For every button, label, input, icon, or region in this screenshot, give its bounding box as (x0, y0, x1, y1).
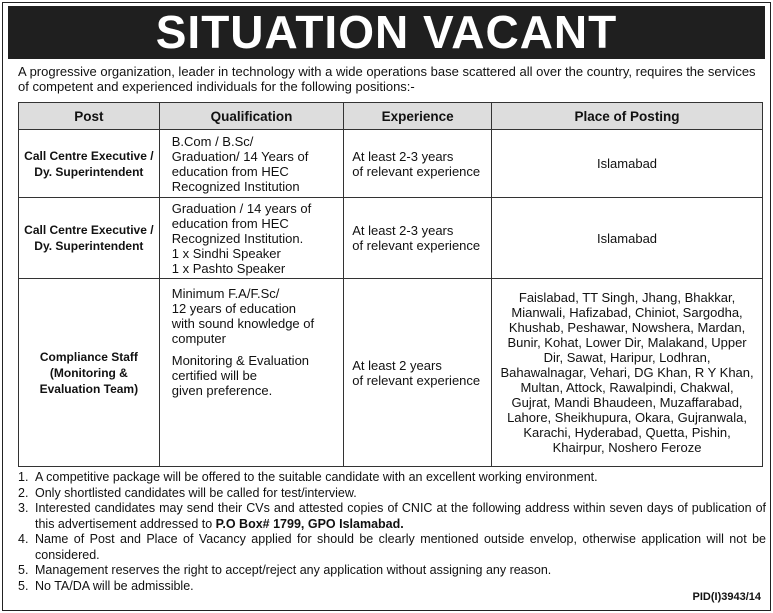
list-item (18, 532, 766, 563)
post-line: Dy. Superintendent (34, 164, 144, 179)
positions-table (18, 102, 763, 467)
place-line: Bahawalnagar, Vehari, DG Khan, R Y Khan, (500, 365, 754, 380)
place-line: Bunir, Kohat, Lower Dir, Malakand, Upper (507, 335, 747, 350)
cell-qualification (159, 130, 343, 198)
place-line: Mianwali, Hafizabad, Chiniot, Sargodha, (511, 305, 743, 320)
qualification-line: 1 x Sindhi Speaker (171, 245, 281, 261)
place-line: Multan, Attock, Rawalpindi, Chakwal, (520, 380, 734, 395)
qualification-line: given preference. (171, 383, 273, 398)
qualification-line: computer (171, 331, 226, 346)
qualification-line: Minimum F.A/F.Sc/ (171, 286, 280, 301)
list-item (18, 563, 766, 579)
place-line: Islamabad (597, 156, 658, 171)
cell-place (492, 130, 763, 198)
intro-text: A progressive organization, leader in technology with a wide operations base scattered all over the country, requires the services of competent and experienced individuals for the following positions:- (18, 64, 756, 94)
qualification-line: certified will be (171, 368, 257, 383)
place-line: Karachi, Hyderabad, Quetta, Pishin, (523, 425, 731, 440)
item-number: 5. (18, 563, 29, 577)
place-line: Dir, Sawat, Haripur, Lodhran, (543, 350, 711, 365)
item-number: 1. (18, 470, 29, 484)
qualification-line: Graduation/ 14 Years of (171, 148, 309, 164)
post-line: (Monitoring & (49, 365, 128, 380)
experience-line: At least 2-3 years (352, 148, 454, 164)
cell-experience (344, 198, 492, 279)
post-line: Dy. Superintendent (34, 239, 144, 253)
cell-post (19, 130, 160, 198)
item-text: Only shortlisted candidates will be called for test/interview. (35, 485, 357, 500)
experience-line: At least 2-3 years (352, 223, 454, 238)
experience-line: of relevant experience (352, 238, 481, 253)
pid-code: PID(I)3943/14 (692, 591, 761, 603)
experience-line: of relevant experience (352, 163, 481, 179)
place-line: Khushab, Peshawar, Nowshera, Mardan, (508, 320, 746, 335)
cell-place (492, 198, 763, 279)
list-item (18, 501, 766, 532)
qualification-line: education from HEC (171, 163, 289, 179)
item-text: A competitive package will be offered to the suitable candidate with an excellent working environment. (35, 470, 598, 484)
item-text: Name of Post and Place of Vacancy applied for should be clearly mentioned outside envelop, otherwise application will not be considered. (35, 532, 766, 562)
cell-post (19, 198, 160, 279)
list-item (18, 579, 766, 595)
cell-experience (344, 279, 492, 467)
experience-line: At least 2 years (352, 357, 442, 373)
qualification-line: with sound knowledge of (171, 316, 315, 331)
page-title: SITUATION VACANT (8, 6, 765, 59)
terms-list (18, 470, 766, 594)
cell-post (19, 279, 160, 467)
place-line: Khairpur, Noshero Feroze (552, 440, 702, 455)
list-item (18, 486, 766, 502)
place-line: Lahore, Sheikhupura, Okara, Gujranwala, (507, 410, 747, 425)
qualification-line: Monitoring & Evaluation (171, 353, 310, 368)
experience-line: of relevant experience (352, 372, 481, 388)
post-line: Compliance Staff (39, 349, 138, 364)
item-text: Management reserves the right to accept/reject any application without assigning any reason. (35, 563, 552, 577)
cell-place (492, 279, 763, 467)
item-number: 3. (18, 501, 29, 515)
qualification-line: Graduation / 14 years of (171, 200, 312, 216)
table-row (19, 198, 763, 279)
table-header-row (19, 103, 763, 130)
table-row (19, 279, 763, 467)
header-place: Place of Posting (492, 103, 763, 130)
qualification-line: B.Com / B.Sc/ (171, 133, 254, 149)
place-line: Islamabad (597, 230, 658, 246)
header-experience: Experience (344, 103, 492, 130)
post-line: Call Centre Executive / (24, 223, 154, 237)
address-text: P.O Box# 1799, GPO Islamabad. (215, 516, 404, 531)
qualification-line: Recognized Institution. (171, 230, 304, 246)
header-qualification: Qualification (159, 103, 343, 130)
qualification-line: Recognized Institution (171, 178, 300, 194)
qualification-line: 1 x Pashto Speaker (171, 260, 286, 276)
item-text: No TA/DA will be admissible. (35, 578, 194, 593)
list-item (18, 470, 766, 486)
qualification-line: education from HEC (171, 215, 289, 231)
qualification-line: 12 years of education (171, 301, 297, 316)
item-number: 2. (18, 485, 29, 500)
cell-qualification (159, 279, 343, 467)
place-line: Gujrat, Mandi Bhaudeen, Muzaffarabad, (511, 395, 743, 410)
item-number: 4. (18, 532, 29, 546)
post-line: Call Centre Executive / (24, 148, 154, 163)
item-number: 5. (18, 578, 29, 593)
table-row (19, 130, 763, 198)
post-line: Evaluation Team) (39, 381, 139, 396)
cell-experience (344, 130, 492, 198)
place-line: Faislabad, TT Singh, Jhang, Bhakkar, (518, 290, 736, 305)
item-text: Interested candidates may send their CVs and attested copies of CNIC at the following address within seven days of publication of this advertisement addressed to (35, 501, 766, 531)
cell-qualification (159, 198, 343, 279)
header-post: Post (19, 103, 160, 130)
